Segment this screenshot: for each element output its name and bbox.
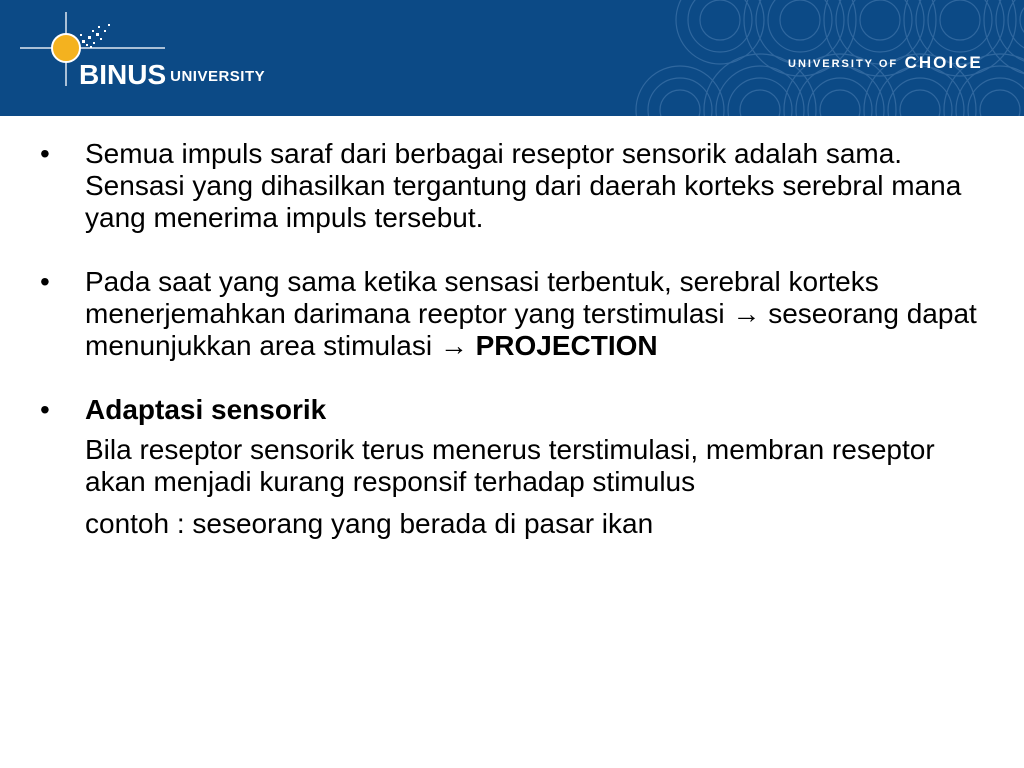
slide-body [40,138,1000,540]
bullet-2-emphasis: PROJECTION [475,330,658,361]
bullet-item-2 [40,266,1000,362]
tagline [788,53,983,73]
bullet-3-heading: Adaptasi sensorik [85,394,327,425]
tagline-main: CHOICE [904,53,983,72]
bullet-item-1 [40,138,1000,234]
slide-header [0,0,1024,116]
logo-suffix: UNIVERSITY [170,68,266,85]
bullet-item-3 [40,394,1000,426]
bullet-2-text: Pada saat yang sama ketika sensasi terbentuk, serebral korteks menerjemahkan darimana reeptor yang terstimulasi → seseorang dapat menunjukkan area stimulasi → [85,266,977,361]
logo-name: BINUS [79,59,167,90]
bullet-1-text: Semua impuls saraf dari berbagai reseptor sensorik adalah sama. Sensasi yang dihasilkan tergantung dari daerah korteks serebral mana yang menerima impuls tersebut. [85,138,962,233]
binus-globe-logo-icon [0,0,320,116]
bullet-3-example: contoh : seseorang yang berada di pasar ikan [85,508,654,539]
tagline-prefix: UNIVERSITY OF [788,58,899,70]
bullet-3-body: Bila reseptor sensorik terus menerus terstimulasi, membran reseptor akan menjadi kurang responsif terhadap stimulus [85,434,935,497]
bullet-marker: • [40,138,50,169]
bullet-marker: • [40,394,50,425]
bullet-marker: • [40,266,50,297]
university-logo-text [79,61,265,94]
